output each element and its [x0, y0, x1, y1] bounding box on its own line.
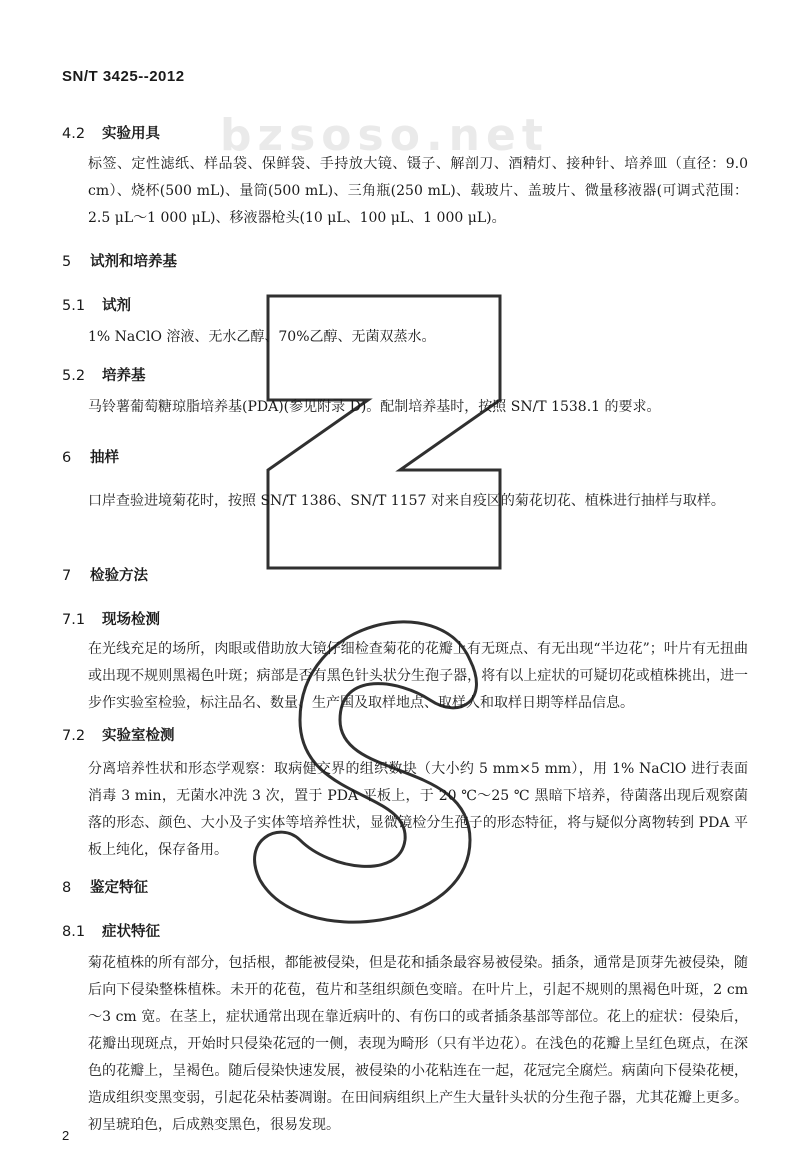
heading-title: 试剂和培养基: [90, 254, 177, 270]
heading-6: [62, 446, 119, 467]
paragraph-4-2: 标签、定性滤纸、样品袋、保鲜袋、手持放大镜、镊子、解剖刀、酒精灯、接种针、培养皿（直径：9.0 cm）、烧杯(500 mL)、量筒(500 mL)、三角瓶(250 mL)、载玻片、盖玻片、微量移液器(可调式范围：2.5 μL～1 000 μL)、移液器枪头(10 μL、100 μL、1 000 μL)。: [88, 156, 748, 226]
heading-number: 5.1: [62, 298, 86, 314]
heading-title: 培养基: [102, 368, 146, 384]
heading-number: 8: [62, 880, 72, 896]
paragraph-7-1: 在光线充足的场所，肉眼或借助放大镜仔细检查菊花的花瓣上有无斑点、有无出现“半边花”；叶片有无扭曲或出现不规则黑褐色叶斑；病部是否有黑色针头状分生孢子器，将有以上症状的可疑切花或植株挑出，进一步作实验室检验，标注品名、数量、生产国及取样地点、取样人和取样日期等样品信息。: [88, 641, 748, 711]
heading-number: 7.1: [62, 612, 86, 628]
heading-7: [62, 564, 148, 585]
paragraph-7-2: 分离培养性状和形态学观察：取病健交界的组织数块（大小约 5 mm×5 mm），用 1% NaClO 进行表面消毒 3 min，无菌水冲洗 3 次，置于 PDA 平板上，于 20 ℃～25 ℃ 黑暗下培养，待菌落出现后观察菌落的形态、颜色、大小及子实体等培养性状，显微镜检分生孢子的形态特征，将与疑似分离物转到 PDA 平板上纯化，保存备用。: [88, 761, 748, 858]
heading-number: 7: [62, 568, 72, 584]
paragraph-5-1: 1% NaClO 溶液、无水乙醇、70%乙醇、无菌双蒸水。: [88, 329, 436, 345]
paragraph-5-2: 马铃薯葡萄糖琼脂培养基(PDA)(参见附录 D)。配制培养基时，按照 SN/T 1538.1 的要求。: [88, 399, 661, 415]
heading-number: 4.2: [62, 126, 86, 142]
heading-title: 检验方法: [90, 568, 148, 584]
watermark-text: bzsoso.net: [220, 110, 549, 161]
heading-8: [62, 876, 148, 897]
heading-number: 8.1: [62, 924, 86, 940]
standard-id-header: SN/T 3425--2012: [62, 68, 185, 85]
heading-4-2: [62, 122, 160, 143]
heading-title: 症状特征: [102, 924, 160, 940]
heading-5-1: [62, 294, 131, 315]
heading-title: 试剂: [102, 298, 131, 314]
heading-8-1: [62, 920, 160, 941]
heading-title: 抽样: [90, 450, 119, 466]
heading-5-2: [62, 364, 146, 385]
heading-title: 实验用具: [102, 126, 160, 142]
paragraph-6: 口岸查验进境菊花时，按照 SN/T 1386、SN/T 1157 对来自疫区的菊花切花、植株进行抽样与取样。: [88, 493, 725, 509]
heading-7-1: [62, 608, 160, 629]
heading-title: 现场检测: [102, 612, 160, 628]
heading-number: 6: [62, 450, 72, 466]
heading-5: [62, 250, 177, 271]
heading-number: 5.2: [62, 368, 86, 384]
paragraph-8-1: 菊花植株的所有部分，包括根，都能被侵染，但是花和插条最容易被侵染。插条，通常是顶芽先被侵染，随后向下侵染整株植株。未开的花苞，苞片和茎组织颜色变暗。在叶片上，引起不规则的黑褐色叶斑，2 cm～3 cm 宽。在茎上，症状通常出现在靠近病叶的、有伤口的或者插条基部等部位。花上的症状：侵染后，花瓣出现斑点，开始时只侵染花冠的一侧，表现为畸形（只有半边花）。在浅色的花瓣上呈红色斑点，在深色的花瓣上，呈褐色。随后侵染快速发展，被侵染的小花粘连在一起，花冠完全腐烂。病菌向下侵染花梗，造成组织变黑变弱，引起花朵枯萎凋谢。在田间病组织上产生大量针头状的分生孢子器，尤其花瓣上更多。初呈琥珀色，后成熟变黑色，很易发现。: [88, 955, 748, 1133]
heading-title: 鉴定特征: [90, 880, 148, 896]
heading-number: 7.2: [62, 728, 86, 744]
page-number: 2: [62, 1128, 70, 1143]
heading-title: 实验室检测: [102, 728, 175, 744]
heading-number: 5: [62, 254, 72, 270]
heading-7-2: [62, 724, 175, 745]
